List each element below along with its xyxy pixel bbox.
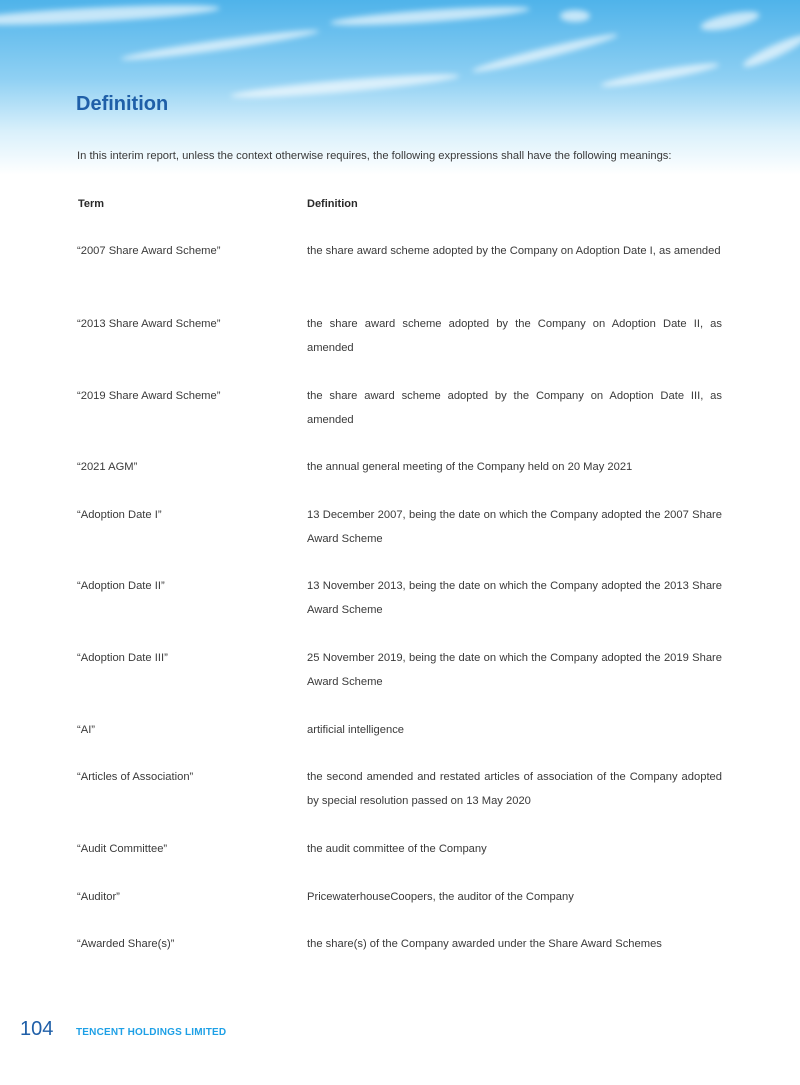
- definition-text: the audit committee of the Company: [307, 843, 487, 855]
- banner-streak: [600, 60, 720, 91]
- banner-streak: [330, 3, 530, 29]
- definition-text: the share award scheme adopted by the Company on Adoption Date II, as amended: [307, 318, 722, 354]
- term-text: “Audit Committee”: [77, 843, 168, 855]
- intro-text: In this interim report, unless the context otherwise requires, the following expressions shall have the following meanings:: [77, 150, 672, 162]
- definition-text: the share award scheme adopted by the Company on Adoption Date I, as amended: [307, 245, 721, 257]
- definition-text: 13 November 2013, being the date on which the Company adopted the 2013 Share Award Scheme: [307, 580, 722, 616]
- term-text: “Awarded Share(s)”: [77, 938, 175, 950]
- definition-text: artificial intelligence: [307, 724, 405, 736]
- company-name: TENCENT HOLDINGS LIMITED: [76, 1027, 227, 1038]
- term-text: “Adoption Date I”: [77, 509, 162, 521]
- column-header-definition: Definition: [307, 198, 358, 210]
- term-text: “Articles of Association”: [77, 771, 194, 783]
- term-text: “AI”: [77, 724, 96, 736]
- definition-text: the share(s) of the Company awarded under the Share Award Schemes: [307, 938, 662, 950]
- term-text: “Adoption Date II”: [77, 580, 165, 592]
- banner-streak: [699, 8, 761, 34]
- header-banner: [0, 0, 800, 175]
- banner-streak: [120, 26, 319, 64]
- definition-text: 25 November 2019, being the date on which the Company adopted the 2019 Share Award Scheme: [307, 652, 722, 688]
- term-text: “2021 AGM”: [77, 461, 138, 473]
- definition-text: PricewaterhouseCoopers, the auditor of the Company: [307, 891, 574, 903]
- definition-text: the second amended and restated articles of association of the Company adopted by special resolution passed on 13 May 2020: [307, 771, 722, 807]
- definition-text: the share award scheme adopted by the Company on Adoption Date III, as amended: [307, 390, 722, 426]
- definition-text: 13 December 2007, being the date on which the Company adopted the 2007 Share Award Scheme: [307, 509, 722, 545]
- column-header-term: Term: [78, 198, 105, 210]
- page-number: 104: [20, 1018, 54, 1040]
- banner-streak: [471, 30, 619, 76]
- definition-text: the annual general meeting of the Company held on 20 May 2021: [307, 461, 633, 473]
- term-text: “Adoption Date III”: [77, 652, 168, 664]
- banner-streak: [230, 70, 460, 102]
- banner-streak: [741, 31, 800, 71]
- term-text: “2019 Share Award Scheme”: [77, 390, 221, 402]
- banner-streak: [560, 10, 590, 22]
- banner-streak: [0, 1, 220, 29]
- term-text: “Auditor”: [77, 891, 120, 903]
- term-text: “2013 Share Award Scheme”: [77, 318, 221, 330]
- term-text: “2007 Share Award Scheme”: [77, 245, 221, 257]
- page-title: Definition: [76, 93, 169, 115]
